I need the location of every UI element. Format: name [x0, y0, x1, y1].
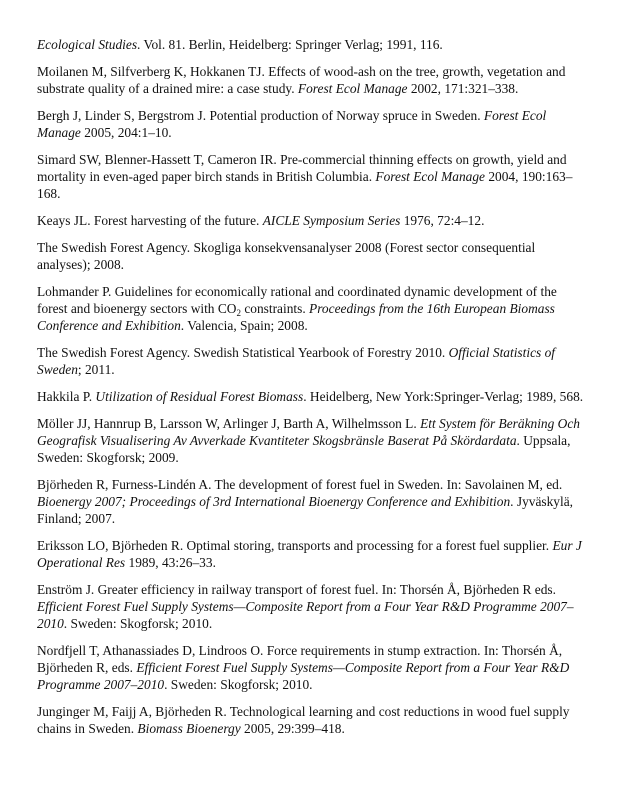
reference-12	[37, 537, 585, 571]
reference-3-part-1: Bergh J, Linder S, Bergstrom J. Potential production of Norway spruce in Sweden.	[37, 108, 484, 123]
reference-15-part-1: Junginger M, Faijj A, Björheden R. Technological learning and cost reductions in wood fuel supply chains in Sweden.	[37, 704, 570, 736]
reference-list	[37, 36, 585, 747]
reference-7-part-5: . Valencia, Spain; 2008.	[180, 318, 308, 333]
reference-4-part-1: Simard SW, Blenner-Hassett T, Cameron IR. Pre-commercial thinning effects on growth, yield and mortality in even-aged paper birch stands in British Columbia.	[37, 152, 567, 184]
reference-12-part-1: Eriksson LO, Björheden R. Optimal storing, transports and processing for a forest fuel supplier.	[37, 538, 553, 553]
reference-2-part-1: Moilanen M, Silfverberg K, Hokkanen TJ. Effects of wood-ash on the tree, growth, vegetation and substrate quality of a drained mire: a case study.	[37, 64, 566, 96]
reference-14-report-title: Efficient Forest Fuel Supply Systems—Composite Report from a Four Year R&D Programme 2007–2010	[37, 660, 570, 692]
reference-7-part-1: Lohmander P. Guidelines for economically rational and coordinated dynamic development of the forest and bioenergy sectors with CO	[37, 284, 557, 316]
reference-2	[37, 63, 585, 97]
reference-13-part-3: . Sweden: Skogforsk; 2010.	[63, 616, 213, 631]
reference-9-part-1: Hakkila P.	[37, 389, 96, 404]
reference-14	[37, 642, 585, 693]
reference-6	[37, 239, 585, 273]
reference-10-title: Ett System för Beräkning Och Geografisk Visualisering Av Avverkade Kvantiteter Skogsbränsle Baserat På Skördardata	[37, 416, 580, 448]
reference-7	[37, 283, 585, 334]
reference-5-part-3: 1976, 72:4–12.	[400, 213, 485, 228]
reference-11	[37, 476, 585, 527]
reference-1	[37, 36, 585, 53]
reference-10-part-1: Möller JJ, Hannrup B, Larsson W, Arlinger J, Barth A, Wilhelmsson L.	[37, 416, 421, 431]
reference-11-part-3: . Jyväskylä, Finland; 2007.	[37, 494, 574, 526]
reference-8-part-1: The Swedish Forest Agency. Swedish Statistical Yearbook of Forestry 2010.	[37, 345, 449, 360]
reference-14-part-1: Nordfjell T, Athanassiades D, Lindroos O. Force requirements in stump extraction. In: Thorsén Å, Björheden R, eds.	[37, 643, 563, 675]
reference-7-subscript: 2	[236, 308, 241, 318]
reference-10	[37, 415, 585, 466]
reference-3	[37, 107, 585, 141]
reference-12-part-3: 1989, 43:26–33.	[125, 555, 216, 570]
reference-4-part-3: 2004, 190:163–168.	[37, 169, 573, 201]
reference-13-part-1: Enström J. Greater efficiency in railway transport of forest fuel. In: Thorsén Å, Björheden R eds.	[37, 582, 556, 597]
reference-3-journal: Forest Ecol Manage	[37, 108, 547, 140]
reference-10-part-3: . Uppsala, Sweden: Skogforsk; 2009.	[37, 433, 571, 465]
reference-15-journal: Biomass Bioenergy	[137, 721, 241, 736]
reference-13	[37, 581, 585, 632]
reference-6-part-1: The Swedish Forest Agency. Skogliga konsekvensanalyser 2008 (Forest sector consequential analyses); 2008.	[37, 240, 536, 272]
reference-5-part-1: Keays JL. Forest harvesting of the future.	[37, 213, 263, 228]
reference-14-part-3: . Sweden: Skogforsk; 2010.	[164, 677, 313, 692]
reference-8-part-3: ; 2011.	[77, 362, 115, 377]
reference-9-part-3: . Heidelberg, New York:Springer-Verlag; 1989, 568.	[303, 389, 584, 404]
reference-7-proceedings: Proceedings from the 16th European Biomass Conference and Exhibition	[37, 301, 555, 333]
reference-15	[37, 703, 585, 737]
reference-2-journal: Forest Ecol Manage	[297, 81, 408, 96]
reference-3-part-3: 2005, 204:1–10.	[80, 125, 172, 140]
reference-8	[37, 344, 585, 378]
reference-4	[37, 151, 585, 202]
reference-9	[37, 388, 585, 405]
reference-1-part-2: . Vol. 81. Berlin, Heidelberg: Springer Verlag; 1991, 116.	[137, 37, 443, 52]
reference-5	[37, 212, 585, 229]
reference-15-part-3: 2005, 29:399–418.	[240, 721, 345, 736]
reference-11-proceedings: Bioenergy 2007; Proceedings of 3rd International Bioenergy Conference and Exhibition	[37, 494, 511, 509]
reference-1-part-1: Ecological Studies	[37, 37, 138, 52]
reference-12-journal: Eur J Operational Res	[37, 538, 582, 570]
reference-13-report-title: Efficient Forest Fuel Supply Systems—Composite Report from a Four Year R&D Programme 2007–2010	[37, 599, 574, 631]
reference-5-series: AICLE Symposium Series	[262, 213, 401, 228]
reference-9-book-title: Utilization of Residual Forest Biomass	[95, 389, 304, 404]
reference-8-series: Official Statistics of Sweden	[37, 345, 555, 377]
reference-2-part-3: 2002, 171:321–338.	[407, 81, 519, 96]
reference-4-journal: Forest Ecol Manage	[375, 169, 485, 184]
reference-11-part-1: Björheden R, Furness-Lindén A. The development of forest fuel in Sweden. In: Savolainen M, ed.	[37, 477, 563, 492]
reference-7-part-3: constraints.	[240, 301, 310, 316]
